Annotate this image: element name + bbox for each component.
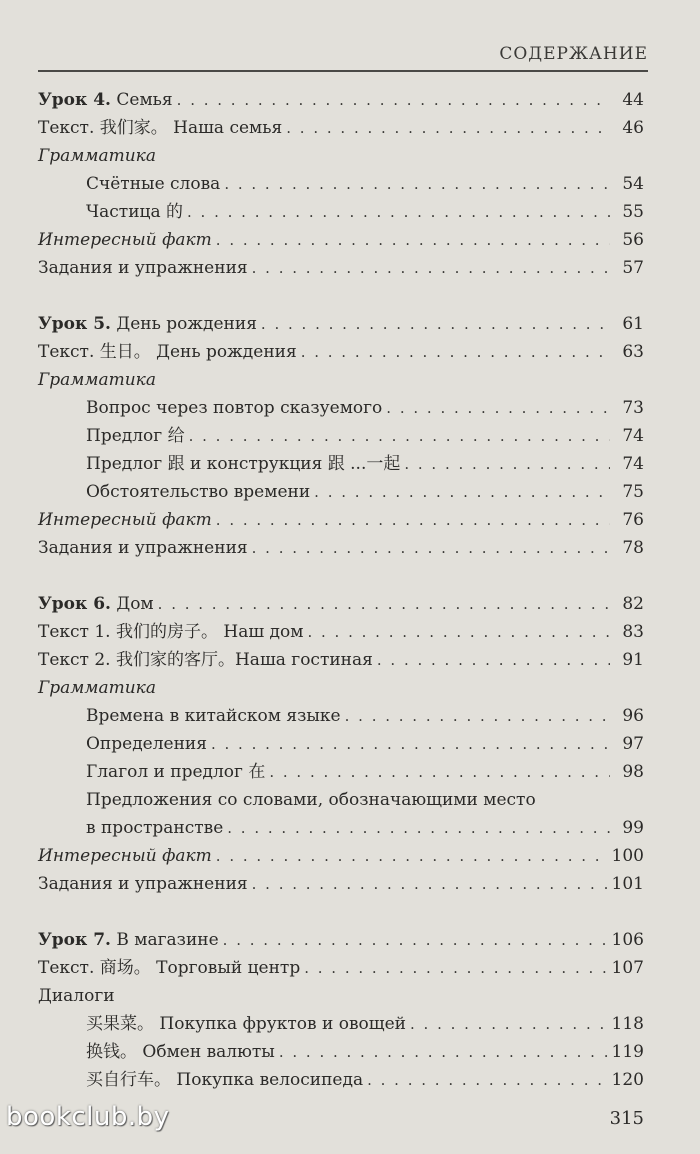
leader-dots bbox=[307, 618, 610, 646]
toc-entry-label bbox=[86, 450, 400, 478]
toc-entry[interactable] bbox=[38, 618, 644, 646]
toc-entry[interactable] bbox=[38, 814, 644, 842]
toc-entry[interactable] bbox=[38, 730, 644, 758]
toc-page-number: 74 bbox=[622, 426, 644, 446]
toc-page-number: 54 bbox=[622, 174, 644, 194]
toc-entry-text: Семья bbox=[110, 90, 173, 110]
toc-entry-label bbox=[38, 310, 257, 338]
toc-page-number: 106 bbox=[611, 930, 644, 950]
toc-entry-text: День рождения bbox=[110, 314, 257, 334]
toc-page-number: 44 bbox=[622, 90, 644, 110]
toc-page-number: 100 bbox=[611, 846, 644, 866]
toc-page-number: 78 bbox=[622, 538, 644, 558]
toc-entry-text: Вопрос через повтор сказуемого bbox=[86, 398, 383, 418]
leader-dots bbox=[216, 506, 610, 534]
leader-dots bbox=[404, 450, 610, 478]
leader-dots bbox=[187, 198, 610, 226]
toc-page-number: 57 bbox=[622, 258, 644, 278]
toc-page-number: 76 bbox=[622, 510, 644, 530]
table-of-contents bbox=[38, 86, 644, 1122]
leader-dots bbox=[410, 1010, 608, 1038]
toc-entry[interactable] bbox=[38, 114, 644, 142]
toc-entry-text: Интересный факт bbox=[38, 510, 212, 530]
toc-entry-label bbox=[86, 1038, 275, 1066]
toc-entry-text: Текст. 生日。 День рождения bbox=[38, 342, 297, 362]
toc-entry-text: в пространстве bbox=[86, 818, 224, 838]
toc-entry-text: Дом bbox=[110, 594, 154, 614]
toc-page-number: 75 bbox=[622, 482, 644, 502]
toc-entry[interactable] bbox=[38, 86, 644, 114]
toc-entry-text: Обстоятельство времени bbox=[86, 482, 311, 502]
toc-entry-text: Частица 的 bbox=[86, 202, 184, 222]
toc-entry[interactable] bbox=[38, 954, 644, 982]
leader-dots bbox=[216, 842, 608, 870]
leader-dots bbox=[261, 310, 610, 338]
leader-dots bbox=[301, 338, 610, 366]
toc-subheading: Грамматика bbox=[38, 146, 156, 166]
toc-page-number: 101 bbox=[611, 874, 644, 894]
leader-dots bbox=[223, 926, 608, 954]
toc-page-number: 46 bbox=[622, 118, 644, 138]
toc-entry-label bbox=[86, 1066, 363, 1094]
toc-entry[interactable] bbox=[38, 506, 644, 534]
toc-entry-label bbox=[38, 926, 219, 954]
toc-entry-label bbox=[86, 814, 223, 842]
toc-page-number: 91 bbox=[622, 650, 644, 670]
toc-entry-text: Интересный факт bbox=[38, 846, 212, 866]
toc-entry[interactable] bbox=[38, 926, 644, 954]
toc-entry-text: Текст 2. 我们家的客厅。Наша гостиная bbox=[38, 650, 373, 670]
leader-dots bbox=[224, 170, 610, 198]
toc-entry-label bbox=[86, 170, 220, 198]
toc-entry-label bbox=[38, 254, 248, 282]
leader-dots bbox=[367, 1066, 607, 1094]
toc-entry-text: Глагол и предлог 在 bbox=[86, 762, 266, 782]
toc-entry-label bbox=[38, 646, 373, 674]
toc-entry-label bbox=[38, 618, 303, 646]
page-title: СОДЕРЖАНИЕ bbox=[499, 44, 648, 64]
toc-entry-text: 买果菜。 Покупка фруктов и овощей bbox=[86, 1014, 406, 1034]
leader-dots bbox=[189, 422, 610, 450]
toc-page-number: 61 bbox=[622, 314, 644, 334]
lesson-number: Урок 5. bbox=[38, 314, 111, 334]
toc-page-number: 97 bbox=[622, 734, 644, 754]
toc-entry-label bbox=[38, 534, 248, 562]
toc-entry-label bbox=[86, 702, 341, 730]
leader-dots bbox=[279, 1038, 608, 1066]
toc-page-number: 63 bbox=[622, 342, 644, 362]
toc-entry-label bbox=[38, 114, 282, 142]
toc-entry-label bbox=[38, 506, 212, 534]
leader-dots bbox=[252, 870, 608, 898]
toc-entry[interactable] bbox=[38, 758, 644, 786]
toc-section bbox=[38, 86, 644, 282]
leader-dots bbox=[345, 702, 610, 730]
toc-entry[interactable] bbox=[38, 1010, 644, 1038]
toc-entry[interactable] bbox=[38, 394, 644, 422]
lesson-number: Урок 6. bbox=[38, 594, 111, 614]
toc-entry[interactable] bbox=[38, 1038, 644, 1066]
leader-dots bbox=[216, 226, 610, 254]
toc-entry-text: 买自行车。 Покупка велосипеда bbox=[86, 1070, 364, 1090]
toc-page-number: 82 bbox=[622, 594, 644, 614]
toc-entry-text: Предлог 跟 и конструкция 跟 ...一起 bbox=[86, 454, 401, 474]
toc-entry[interactable] bbox=[38, 478, 644, 506]
toc-entry[interactable] bbox=[38, 702, 644, 730]
toc-entry-text: Текст. 我们家。 Наша семья bbox=[38, 118, 283, 138]
leader-dots bbox=[158, 590, 610, 618]
toc-entry-text: Счётные слова bbox=[86, 174, 221, 194]
toc-entry-label bbox=[86, 1010, 406, 1038]
toc-entry[interactable] bbox=[38, 590, 644, 618]
leader-dots bbox=[211, 730, 610, 758]
toc-entry-label bbox=[86, 422, 185, 450]
leader-dots bbox=[304, 954, 607, 982]
toc-entry-label bbox=[86, 730, 207, 758]
toc-entry-label bbox=[38, 842, 212, 870]
toc-entry-text: Определения bbox=[86, 734, 207, 754]
toc-section bbox=[38, 590, 644, 898]
toc-subheading: Грамматика bbox=[38, 678, 156, 698]
toc-entry-label bbox=[86, 198, 183, 226]
toc-entry[interactable] bbox=[38, 842, 644, 870]
toc-entry-text: Текст 1. 我们的房子。 Наш дом bbox=[38, 622, 304, 642]
leader-dots bbox=[314, 478, 610, 506]
toc-entry-label bbox=[38, 86, 173, 114]
toc-page-number: 99 bbox=[622, 818, 644, 838]
toc-entry[interactable] bbox=[38, 450, 644, 478]
toc-entry-label bbox=[86, 394, 382, 422]
toc-entry[interactable] bbox=[38, 534, 644, 562]
leader-dots bbox=[286, 114, 610, 142]
toc-subheading: Диалоги bbox=[38, 986, 115, 1006]
toc-entry-label bbox=[38, 338, 297, 366]
leader-dots bbox=[227, 814, 610, 842]
toc-entry[interactable] bbox=[38, 422, 644, 450]
toc-entry-text: Предлог 给 bbox=[86, 426, 185, 446]
toc-entry[interactable] bbox=[38, 170, 644, 198]
toc-subheading: Грамматика bbox=[38, 370, 156, 390]
toc-page-number: 74 bbox=[622, 454, 644, 474]
leader-dots bbox=[252, 254, 610, 282]
toc-page-number: 119 bbox=[611, 1042, 644, 1062]
leader-dots bbox=[386, 394, 610, 422]
toc-entry-wrapped-line: Предложения со словами, обозначающими место bbox=[86, 790, 536, 810]
toc-page-number: 118 bbox=[611, 1014, 644, 1034]
toc-page-number: 120 bbox=[611, 1070, 644, 1090]
toc-entry-label bbox=[38, 954, 300, 982]
lesson-number: Урок 7. bbox=[38, 930, 111, 950]
leader-dots bbox=[269, 758, 610, 786]
toc-page-number: 98 bbox=[622, 762, 644, 782]
toc-entry-text: В магазине bbox=[110, 930, 219, 950]
toc-entry-text: Задания и упражнения bbox=[38, 258, 248, 278]
page-header bbox=[0, 38, 700, 78]
toc-entry[interactable] bbox=[38, 254, 644, 282]
watermark: bookclub.by bbox=[6, 1102, 170, 1132]
leader-dots bbox=[377, 646, 610, 674]
toc-page-number: 73 bbox=[622, 398, 644, 418]
toc-page-number: 107 bbox=[611, 958, 644, 978]
toc-entry-label bbox=[86, 478, 310, 506]
toc-page-number: 56 bbox=[622, 230, 644, 250]
toc-entry[interactable] bbox=[38, 226, 644, 254]
header-rule bbox=[38, 70, 648, 72]
toc-page-number: 55 bbox=[622, 202, 644, 222]
toc-entry-label bbox=[86, 758, 265, 786]
toc-entry[interactable] bbox=[38, 1066, 644, 1094]
toc-entry-label bbox=[38, 226, 212, 254]
toc-entry[interactable] bbox=[38, 338, 644, 366]
toc-section bbox=[38, 926, 644, 1094]
toc-entry-text: Задания и упражнения bbox=[38, 874, 248, 894]
leader-dots bbox=[177, 86, 610, 114]
toc-entry-text: 换钱。 Обмен валюты bbox=[86, 1042, 275, 1062]
toc-page-number: 96 bbox=[622, 706, 644, 726]
toc-entry-text: Задания и упражнения bbox=[38, 538, 248, 558]
toc-entry-text: Текст. 商场。 Торговый центр bbox=[38, 958, 301, 978]
toc-entry[interactable] bbox=[38, 310, 644, 338]
toc-section bbox=[38, 310, 644, 562]
toc-entry[interactable] bbox=[38, 198, 644, 226]
toc-entry[interactable] bbox=[38, 646, 644, 674]
leader-dots bbox=[252, 534, 610, 562]
toc-entry-label bbox=[38, 870, 248, 898]
toc-entry-text: Интересный факт bbox=[38, 230, 212, 250]
lesson-number: Урок 4. bbox=[38, 90, 111, 110]
toc-entry-text: Времена в китайском языке bbox=[86, 706, 341, 726]
toc-entry-label bbox=[38, 590, 154, 618]
toc-page-number: 83 bbox=[622, 622, 644, 642]
page-number: 315 bbox=[609, 1108, 644, 1129]
toc-entry[interactable] bbox=[38, 870, 644, 898]
